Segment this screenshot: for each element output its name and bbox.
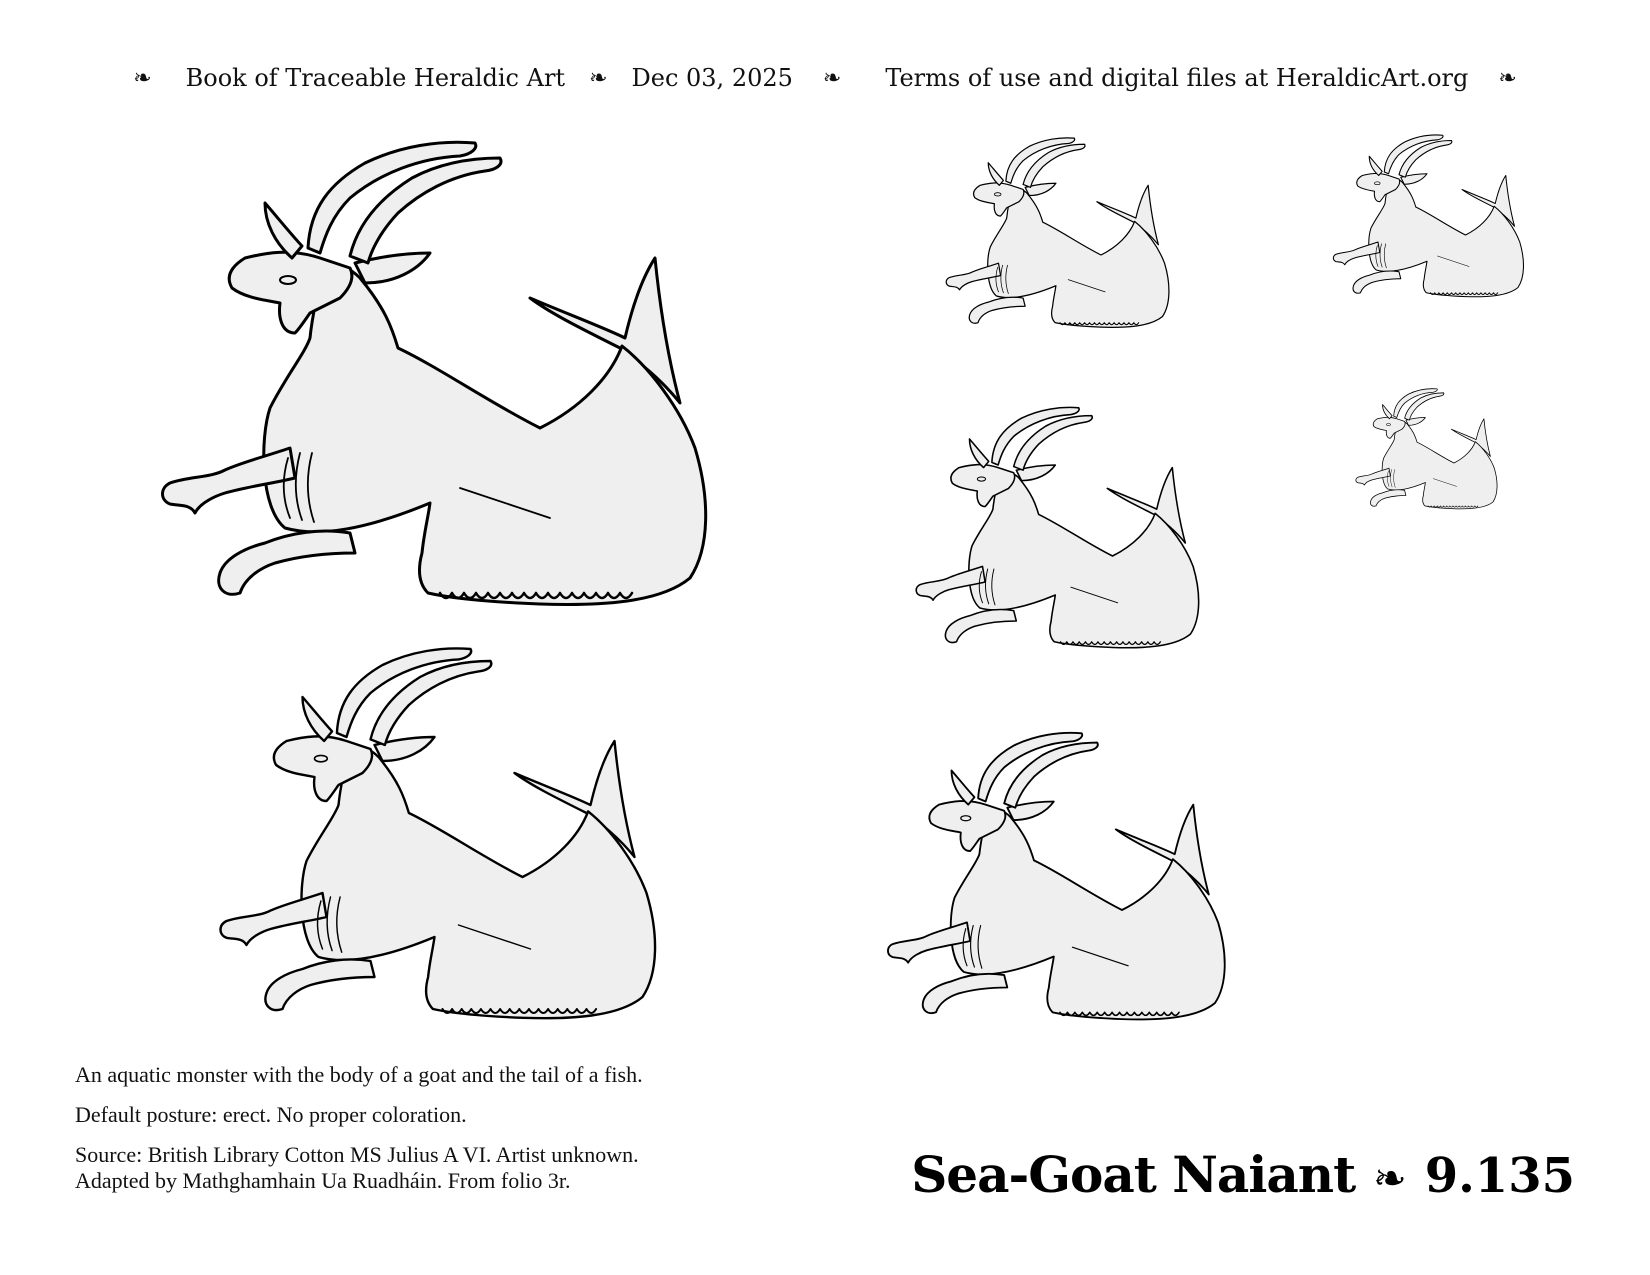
ornament-icon: ❧	[1373, 1156, 1407, 1202]
book-title: Book of Traceable Heraldic Art	[185, 64, 566, 92]
plate-name: Sea-Goat Naiant	[911, 1145, 1356, 1204]
description-block	[75, 1062, 835, 1194]
ornament-icon: ❧	[133, 65, 152, 91]
ornament-icon: ❧	[589, 65, 608, 91]
plate-title	[911, 1145, 1575, 1215]
ornament-icon: ❧	[822, 65, 842, 91]
sea-goat-large	[140, 128, 740, 628]
description-line: An aquatic monster with the body of a goat and the tail of a fish.	[75, 1062, 643, 1087]
sea-goat-small-2	[1328, 130, 1533, 305]
sea-goat-medium	[205, 637, 680, 1037]
sea-goat-small-4	[870, 724, 1250, 1034]
sea-goat-tiny	[1348, 385, 1508, 515]
page-header	[0, 58, 1650, 98]
description-line: Default posture: erect. No proper coloration.	[75, 1102, 467, 1127]
source-line: Adapted by Mathghamhain Ua Ruadháin. From folio 3r.	[75, 1168, 571, 1193]
header-date: Dec 03, 2025	[631, 64, 793, 92]
source-line: Source: British Library Cotton MS Julius A VI. Artist unknown.	[75, 1142, 639, 1167]
ornament-icon: ❧	[1498, 65, 1517, 91]
plate-number: 9.135	[1424, 1148, 1575, 1204]
sea-goat-small-1	[940, 132, 1180, 337]
terms-link[interactable]: Terms of use and digital files at HeraldicArt.org	[885, 64, 1469, 92]
sea-goat-small-3	[908, 400, 1213, 660]
